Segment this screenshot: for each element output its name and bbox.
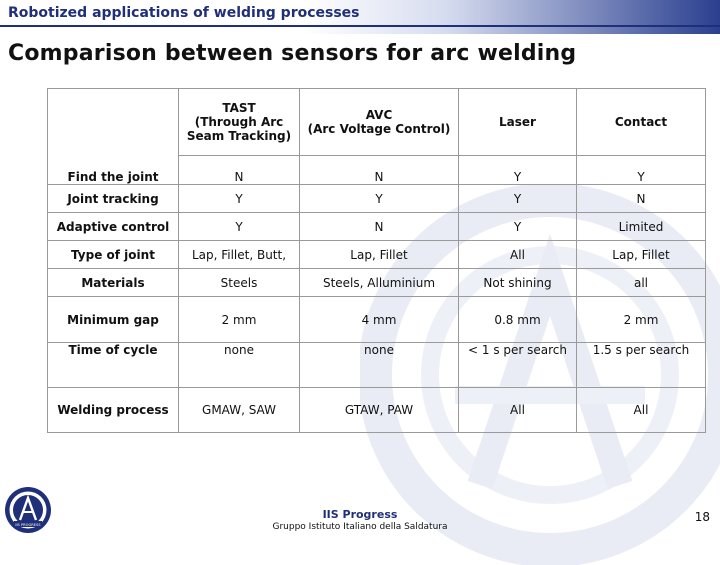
footer-org: IIS Progress xyxy=(322,508,398,521)
table-cell: Not shining xyxy=(459,269,577,297)
header-cell-empty xyxy=(48,89,179,156)
table-cell: Steels, Alluminium xyxy=(300,269,459,297)
table-cell: Lap, Fillet, Butt, xyxy=(179,241,300,269)
table-cell: Y xyxy=(179,213,300,241)
row-label: Type of joint xyxy=(48,241,179,269)
header-cell-tast: TAST (Through Arc Seam Tracking) xyxy=(179,89,300,156)
iis-logo-icon xyxy=(4,486,52,534)
comparison-table xyxy=(47,88,706,433)
table-cell: Y xyxy=(300,185,459,213)
table-cell: < 1 s per search xyxy=(459,343,577,388)
footer-subtitle: Gruppo Istituto Italiano della Saldatura xyxy=(272,522,448,532)
table-header-row xyxy=(48,89,706,156)
table-row xyxy=(48,297,706,343)
table-cell: Lap, Fillet xyxy=(577,241,706,269)
table-cell: GMAW, SAW xyxy=(179,388,300,433)
table-cell: Y xyxy=(179,185,300,213)
table-cell: 0.8 mm xyxy=(459,297,577,343)
row-label: Time of cycle xyxy=(48,343,179,388)
header-cell-avc: AVC (Arc Voltage Control) xyxy=(300,89,459,156)
header-rule xyxy=(0,25,720,27)
row-label: Minimum gap xyxy=(48,297,179,343)
header-cell-contact: Contact xyxy=(577,89,706,156)
section-title: Robotized applications of welding processes xyxy=(8,5,360,21)
table-cell: All xyxy=(577,388,706,433)
table-cell: All xyxy=(459,388,577,433)
table-cell: Y xyxy=(459,156,577,185)
table-row xyxy=(48,388,706,433)
table-cell: N xyxy=(300,156,459,185)
table-row xyxy=(48,185,706,213)
table-cell: 4 mm xyxy=(300,297,459,343)
table-cell: Y xyxy=(459,185,577,213)
table-cell: all xyxy=(577,269,706,297)
table-row xyxy=(48,213,706,241)
table-cell: none xyxy=(179,343,300,388)
table-cell: 2 mm xyxy=(577,297,706,343)
table-cell: All xyxy=(459,241,577,269)
row-label: Joint tracking xyxy=(48,185,179,213)
logo-text: IIS PROGRESS xyxy=(15,523,41,527)
table-cell: Limited xyxy=(577,213,706,241)
table-cell: N xyxy=(179,156,300,185)
table-row xyxy=(48,156,706,185)
table-cell: 2 mm xyxy=(179,297,300,343)
table-cell: Lap, Fillet xyxy=(300,241,459,269)
table-cell: GTAW, PAW xyxy=(300,388,459,433)
slide-title: Comparison between sensors for arc welding xyxy=(8,41,577,66)
row-label: Welding process xyxy=(48,388,179,433)
table-row xyxy=(48,343,706,388)
table-row xyxy=(48,269,706,297)
page-number: 18 xyxy=(694,510,710,524)
row-label: Materials xyxy=(48,269,179,297)
table-cell: 1.5 s per search xyxy=(577,343,706,388)
table-cell: Steels xyxy=(179,269,300,297)
row-label: Adaptive control xyxy=(48,213,179,241)
table-cell: none xyxy=(300,343,459,388)
table-cell: N xyxy=(577,185,706,213)
table-cell: Y xyxy=(577,156,706,185)
header-cell-laser: Laser xyxy=(459,89,577,156)
table-row xyxy=(48,241,706,269)
table-cell: N xyxy=(300,213,459,241)
table-cell: Y xyxy=(459,213,577,241)
row-label: Find the joint xyxy=(48,156,179,185)
